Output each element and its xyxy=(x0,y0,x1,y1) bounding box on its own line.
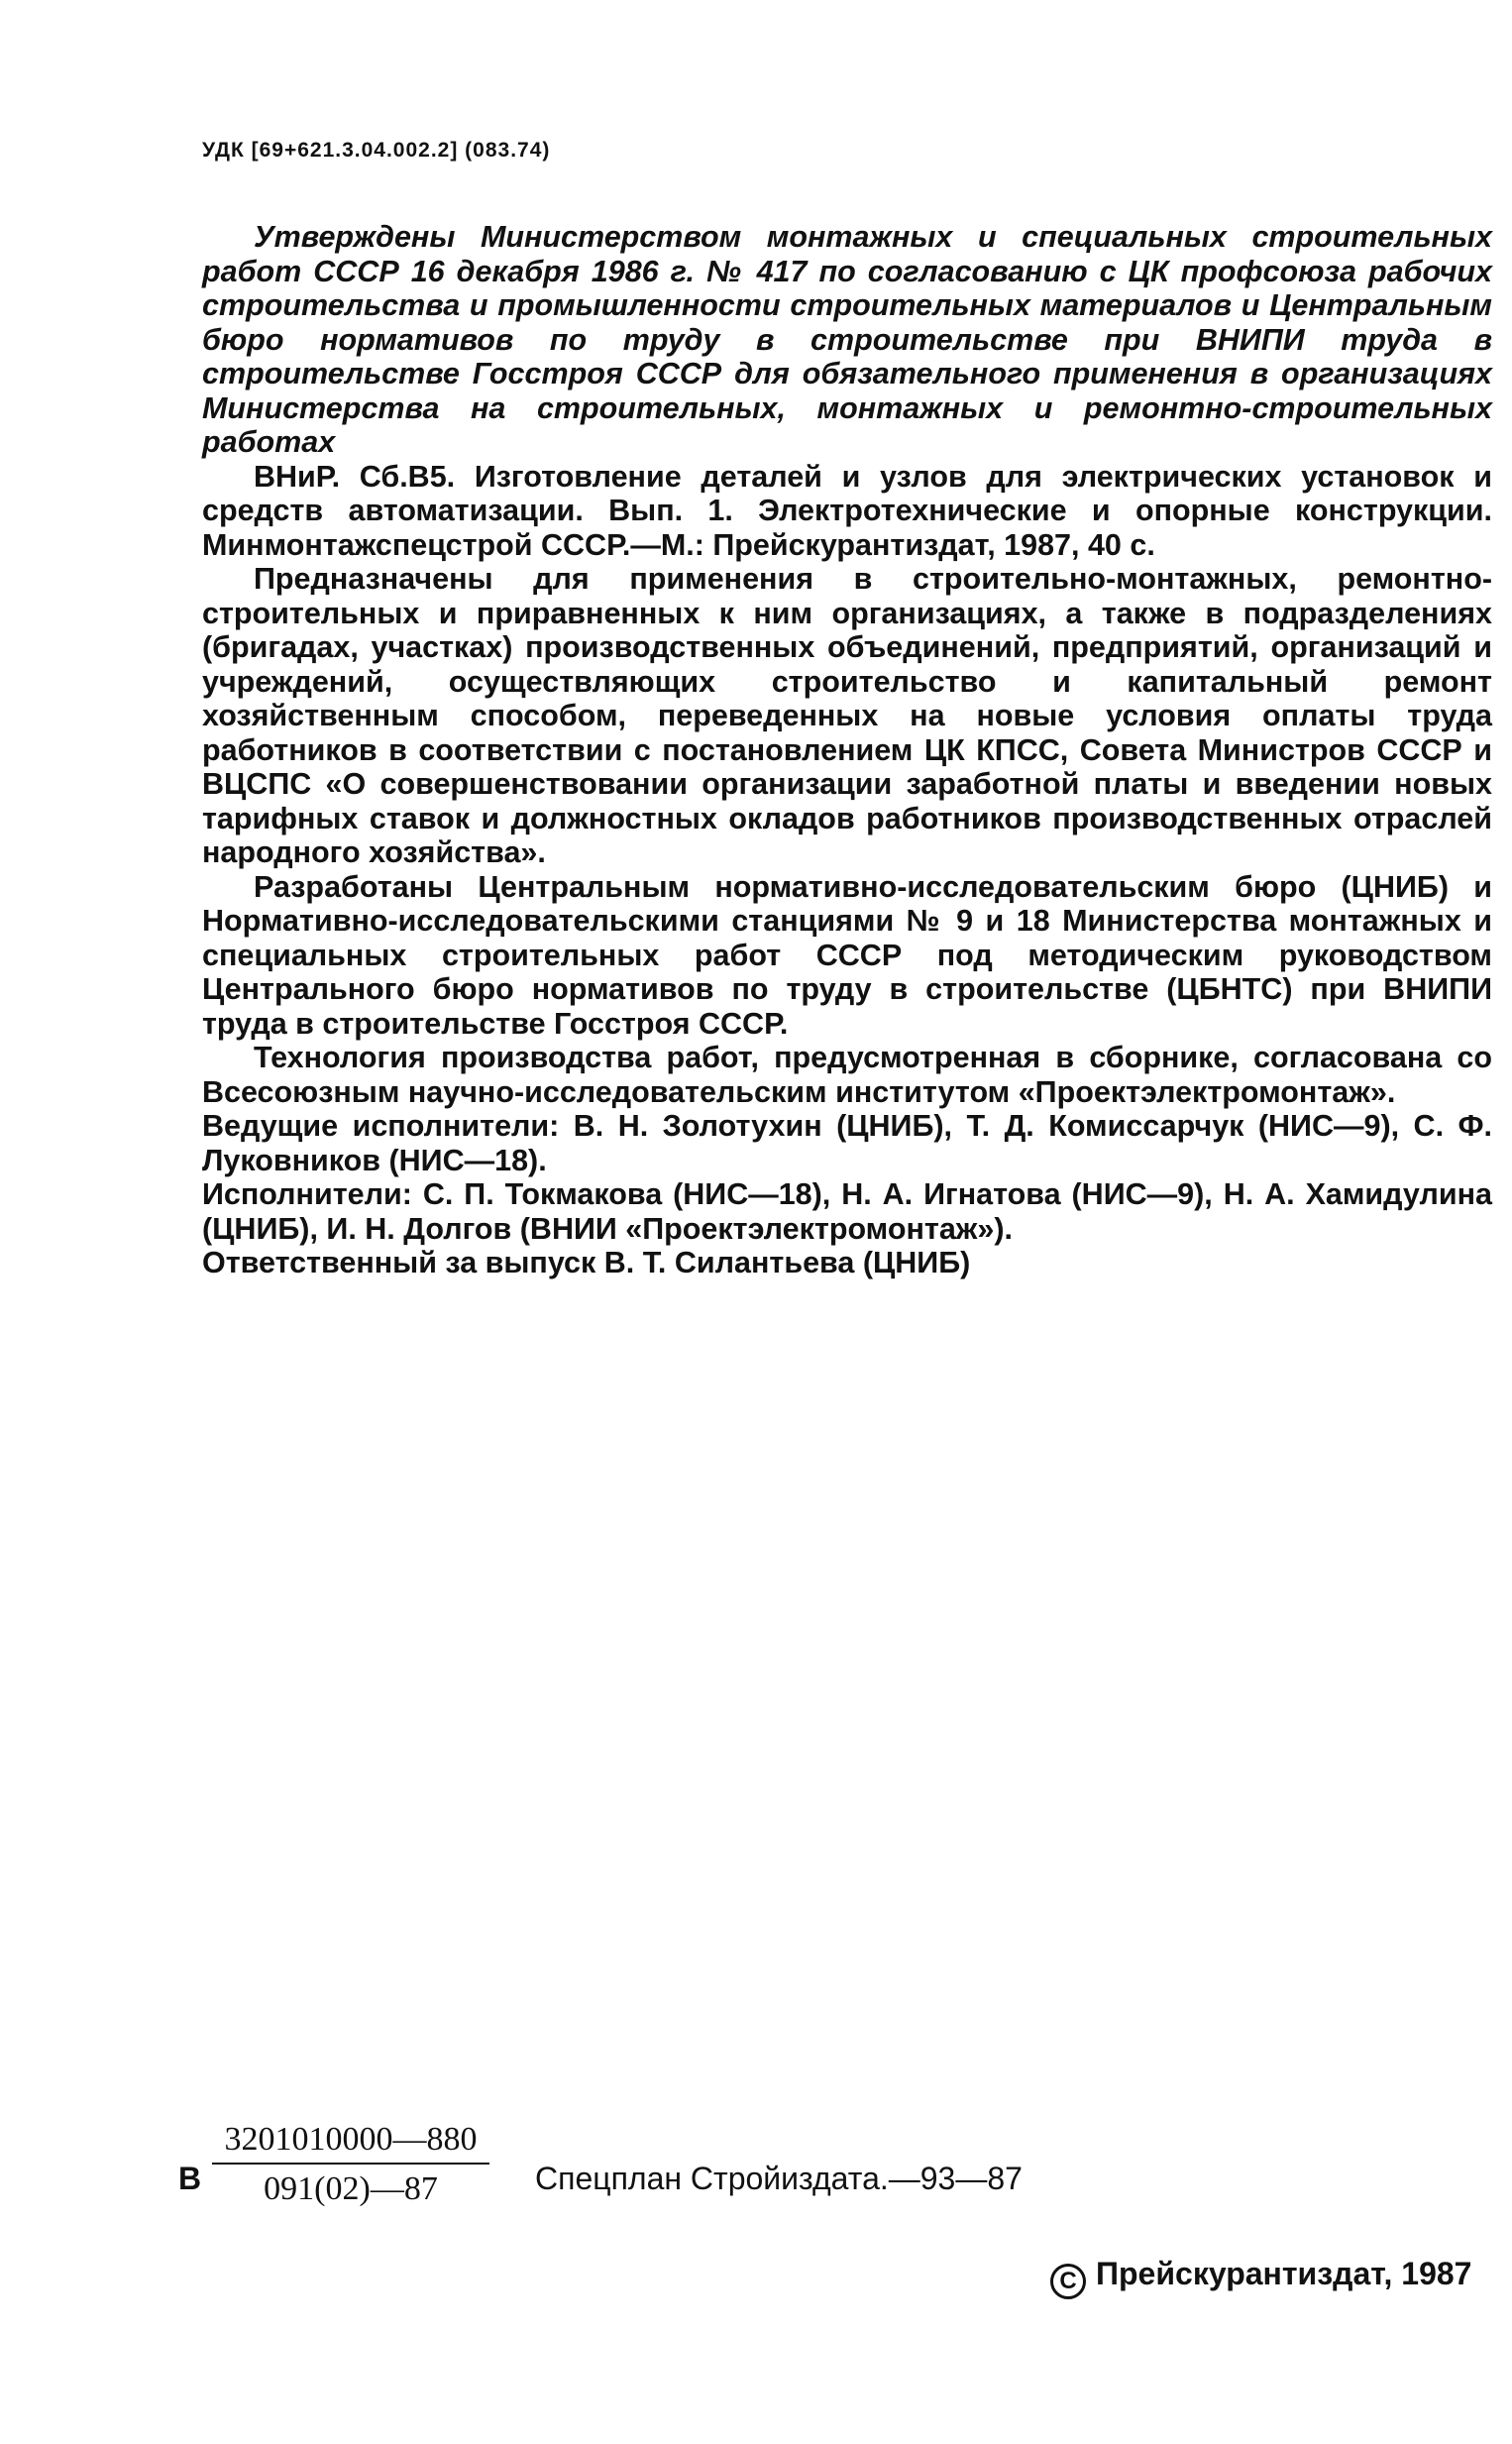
publisher-plan: Спецплан Стройиздата.—93—87 xyxy=(535,2161,1023,2196)
publication-code-numerator: 3201010000—880 xyxy=(212,2121,489,2165)
purpose-paragraph: Предназначены для применения в строительно-монтажных, ремонтно-строительных и приравненных к ним организациях, а также в подразделениях (бригадах, участках) производственных объединений, предприятий, организаций и учреждений, осуществляющих строительство и капитальный ремонт хозяйственным способом, переведенных на новые условия оплаты труда работников в соответствии с постановлением ЦК КПСС, Совета Министров СССР и ВЦСПС «О совершенствовании организации заработной платы и введении новых тарифных ставок и должностных окладов работников производственных отраслей народного хозяйства». xyxy=(202,562,1492,869)
publication-code-fraction xyxy=(212,2121,489,2208)
citation-paragraph: ВНиР. Сб.В5. Изготовление деталей и узлов для электрических установок и средств автоматизации. Вып. 1. Электротехнические и опорные конструкции. Минмонтажспецстрой СССР.—М.: Прейскурантиздат, 1987, 40 с. xyxy=(202,459,1492,562)
copyright-holder: Прейскурантиздат, 1987 xyxy=(1096,2256,1472,2291)
developed-paragraph: Разработаны Центральным нормативно-исследовательским бюро (ЦНИБ) и Нормативно-исследовательскими станциями № 9 и 18 Министерства монтажных и специальных строительных работ СССР под методическим руководством Центрального бюро нормативов по труду в строительстве (ЦБНТС) при ВНИПИ труда в строительстве Госстроя СССР. xyxy=(202,869,1492,1041)
publication-code-letter: В xyxy=(178,2161,202,2196)
publication-code xyxy=(178,2121,1050,2240)
udk-classification: УДК [69+621.3.04.002.2] (083.74) xyxy=(202,139,551,162)
copyright-line xyxy=(1050,2256,1471,2299)
technology-paragraph: Технология производства работ, предусмотренная в сборнике, согласована со Всесоюзным научно-исследовательским институтом «Проектэлектромонтаж». xyxy=(202,1041,1492,1109)
responsible-editor: Ответственный за выпуск В. Т. Силантьева (ЦНИБ) xyxy=(202,1246,971,1279)
copyright-icon: C xyxy=(1050,2264,1086,2299)
approval-paragraph: Утверждены Министерством монтажных и специальных строительных работ СССР 16 декабря 1986 г. № 417 по согласованию с ЦК профсоюза рабочих строительства и промышленности строительных материалов и Центральным бюро нормативов по труду в строительстве при ВНИПИ труда в строительстве Госстроя СССР для обязательного применения в организациях Министерства на строительных, монтажных и ремонтно-строительных работах xyxy=(202,220,1492,459)
lead-performers: Ведущие исполнители: В. Н. Золотухин (ЦНИБ), Т. Д. Комиссарчук (НИС—9), С. Ф. Луковников (НИС—18). xyxy=(202,1109,1492,1177)
publication-code-denominator: 091(02)—87 xyxy=(264,2170,438,2207)
performers: Исполнители: С. П. Токмакова (НИС—18), Н. А. Игнатова (НИС—9), Н. А. Хамидулина (ЦНИБ), И. Н. Долгов (ВНИИ «Проектэлектромонтаж»). xyxy=(202,1177,1492,1246)
imprint-text xyxy=(202,220,1492,1280)
